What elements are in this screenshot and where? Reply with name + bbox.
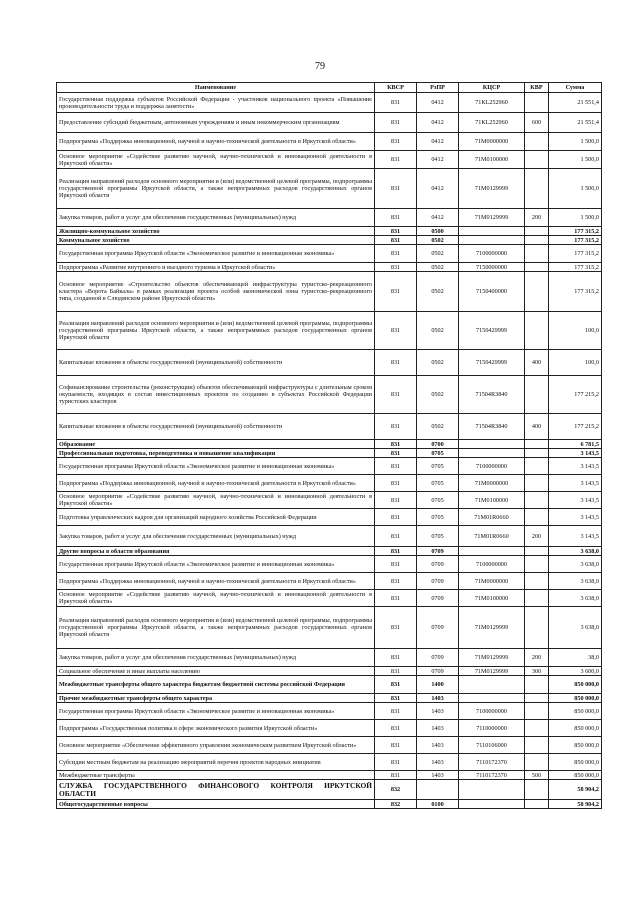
cell-rzpr: 0709: [417, 667, 459, 676]
cell-sum: 850 000,0: [549, 754, 602, 771]
cell-kcsr: 71КL252960: [459, 113, 525, 133]
cell-kvr: [525, 780, 549, 800]
cell-kvr: [525, 607, 549, 649]
table-row: [57, 607, 602, 649]
cell-rzpr: 0705: [417, 509, 459, 526]
cell-kvsr: 831: [375, 272, 417, 312]
cell-kcsr: 7110172370: [459, 771, 525, 780]
cell-kvr: 400: [525, 414, 549, 440]
table-row: [57, 737, 602, 754]
cell-kcsr: 7150400000: [459, 272, 525, 312]
cell-name: Реализация направлений расходов основного мероприятия и (или) ведомственной целевой программы, подпрограммы государственной программы Иркутской области, а также непрограммных расходов государственных органов Иркутской области: [57, 312, 375, 350]
cell-name: Другие вопросы в области образования: [57, 547, 375, 556]
cell-sum: 177 315,2: [549, 236, 602, 245]
cell-kcsr: 71М01R0660: [459, 509, 525, 526]
cell-kvsr: 831: [375, 227, 417, 236]
cell-kvsr: 831: [375, 209, 417, 227]
cell-kcsr: 7110000000: [459, 720, 525, 737]
cell-rzpr: 1403: [417, 754, 459, 771]
cell-sum: 3 600,0: [549, 667, 602, 676]
table-row: [57, 509, 602, 526]
table-row: [57, 771, 602, 780]
cell-name: Подпрограмма «Поддержка инновационной, научной и научно-технической деятельности в Иркутской области»: [57, 133, 375, 151]
cell-rzpr: 0705: [417, 526, 459, 547]
header-kcsr: КЦСР: [459, 83, 525, 93]
cell-rzpr: 0502: [417, 312, 459, 350]
cell-rzpr: 0412: [417, 133, 459, 151]
cell-kvsr: 831: [375, 649, 417, 667]
table-row: [57, 780, 602, 800]
cell-kvsr: 831: [375, 169, 417, 209]
cell-kcsr: 7100000000: [459, 458, 525, 475]
cell-kvsr: 831: [375, 376, 417, 414]
cell-kvr: [525, 245, 549, 263]
cell-rzpr: 1403: [417, 720, 459, 737]
table-row: [57, 492, 602, 509]
cell-kcsr: 71504R3840: [459, 376, 525, 414]
table-row: [57, 458, 602, 475]
cell-kcsr: 71М0000000: [459, 133, 525, 151]
cell-rzpr: 0700: [417, 440, 459, 449]
cell-rzpr: 0100: [417, 800, 459, 809]
table-row: [57, 676, 602, 694]
cell-sum: 21 551,4: [549, 113, 602, 133]
cell-kvr: 200: [525, 526, 549, 547]
cell-kvsr: 831: [375, 607, 417, 649]
cell-kvr: [525, 703, 549, 720]
table-row: [57, 227, 602, 236]
table-row: [57, 556, 602, 573]
cell-kcsr: 7150000000: [459, 263, 525, 272]
cell-sum: 100,0: [549, 350, 602, 376]
cell-rzpr: 0412: [417, 151, 459, 169]
cell-kvsr: 831: [375, 151, 417, 169]
cell-kvsr: 831: [375, 458, 417, 475]
cell-sum: 177 315,2: [549, 263, 602, 272]
cell-kvsr: 832: [375, 780, 417, 800]
cell-rzpr: 0709: [417, 573, 459, 590]
cell-name: Предоставление субсидий бюджетным, автономным учреждениям и иным некоммерческим организациям: [57, 113, 375, 133]
table-row: [57, 720, 602, 737]
cell-sum: 850 000,0: [549, 703, 602, 720]
cell-rzpr: 0709: [417, 649, 459, 667]
header-kvr: КВР: [525, 83, 549, 93]
cell-sum: 3 143,5: [549, 458, 602, 475]
cell-name: Подпрограмма «Государственная политика в сфере экономического развития Иркутской области»: [57, 720, 375, 737]
table-row: [57, 414, 602, 440]
cell-sum: 58 904,2: [549, 800, 602, 809]
cell-sum: 177 315,2: [549, 245, 602, 263]
cell-name: Закупка товаров, работ и услуг для обеспечения государственных (муниципальных) нужд: [57, 209, 375, 227]
cell-kcsr: 71М0129999: [459, 607, 525, 649]
cell-kvr: [525, 458, 549, 475]
table-row: [57, 526, 602, 547]
cell-sum: 1 500,0: [549, 169, 602, 209]
table-row: [57, 312, 602, 350]
cell-sum: 177 315,2: [549, 227, 602, 236]
table-row: [57, 151, 602, 169]
cell-sum: 3 638,0: [549, 607, 602, 649]
cell-kvr: [525, 754, 549, 771]
table-row: [57, 350, 602, 376]
cell-kcsr: [459, 780, 525, 800]
cell-rzpr: 0709: [417, 590, 459, 607]
cell-kvr: [525, 492, 549, 509]
cell-sum: 850 000,0: [549, 694, 602, 703]
table-row: [57, 703, 602, 720]
cell-sum: 177 215,2: [549, 414, 602, 440]
table-row: [57, 667, 602, 676]
cell-kvr: [525, 509, 549, 526]
table-row: [57, 440, 602, 449]
cell-sum: 1 500,0: [549, 209, 602, 227]
cell-kcsr: 71М0129999: [459, 667, 525, 676]
cell-name: Коммунальное хозяйство: [57, 236, 375, 245]
cell-sum: 21 551,4: [549, 93, 602, 113]
cell-kcsr: [459, 227, 525, 236]
cell-kvsr: 831: [375, 113, 417, 133]
cell-rzpr: 0705: [417, 475, 459, 492]
cell-rzpr: 0412: [417, 169, 459, 209]
cell-sum: 1 500,0: [549, 151, 602, 169]
cell-sum: 850 000,0: [549, 771, 602, 780]
cell-name: Общегосударственные вопросы: [57, 800, 375, 809]
cell-rzpr: 1403: [417, 737, 459, 754]
table-row: [57, 209, 602, 227]
table-row: [57, 236, 602, 245]
cell-sum: 1 500,0: [549, 133, 602, 151]
cell-rzpr: 0502: [417, 272, 459, 312]
cell-name: СЛУЖБА ГОСУДАРСТВЕННОГО ФИНАНСОВОГО КОНТРОЛЯ ИРКУТСКОЙ ОБЛАСТИ: [57, 780, 375, 800]
cell-kvr: 200: [525, 209, 549, 227]
cell-kvr: [525, 440, 549, 449]
cell-kcsr: 71М0129999: [459, 209, 525, 227]
cell-kcsr: 7100000000: [459, 703, 525, 720]
cell-rzpr: 0502: [417, 414, 459, 440]
cell-kcsr: 7150429999: [459, 312, 525, 350]
cell-kcsr: 71М0129999: [459, 169, 525, 209]
table-row: [57, 376, 602, 414]
cell-kvsr: 831: [375, 573, 417, 590]
table-row: [57, 133, 602, 151]
cell-kvr: [525, 169, 549, 209]
cell-kvsr: 831: [375, 667, 417, 676]
cell-rzpr: 1400: [417, 676, 459, 694]
cell-kvsr: 832: [375, 800, 417, 809]
cell-name: Межбюджетные трансферты общего характера бюджетам бюджетной системы российской Федерации: [57, 676, 375, 694]
cell-kcsr: [459, 236, 525, 245]
cell-name: Реализация направлений расходов основного мероприятия и (или) ведомственной целевой программы, подпрограммы государственной программы Иркутской области, а также непрограммных расходов государственных органов Иркутской области: [57, 607, 375, 649]
cell-kvr: [525, 376, 549, 414]
cell-name: Основное мероприятие «Содействие развитию научной, научно-технической и инновационной деятельности в Иркутской области»: [57, 590, 375, 607]
cell-sum: 177 315,2: [549, 272, 602, 312]
cell-kcsr: [459, 800, 525, 809]
cell-kvsr: 831: [375, 312, 417, 350]
cell-kvr: [525, 694, 549, 703]
cell-rzpr: 0705: [417, 449, 459, 458]
table-row: [57, 547, 602, 556]
cell-kvr: [525, 737, 549, 754]
cell-kvsr: 831: [375, 475, 417, 492]
cell-kvsr: 831: [375, 754, 417, 771]
header-name: Наименование: [57, 83, 375, 93]
cell-name: Капитальные вложения в объекты государственной (муниципальной) собственности: [57, 414, 375, 440]
table-row: [57, 113, 602, 133]
cell-kcsr: [459, 694, 525, 703]
cell-name: Подпрограмма «Развитие внутреннего и въездного туризма в Иркутской области»: [57, 263, 375, 272]
cell-name: Реализация направлений расходов основного мероприятия и (или) ведомственной целевой программы, подпрограммы государственной программы Иркутской области, а также непрограммных расходов государственных органов Иркутской области: [57, 169, 375, 209]
cell-rzpr: 0500: [417, 227, 459, 236]
cell-kcsr: 71504R3840: [459, 414, 525, 440]
budget-table: [56, 82, 602, 809]
cell-kvsr: 831: [375, 694, 417, 703]
cell-kcsr: [459, 440, 525, 449]
cell-kvsr: 831: [375, 676, 417, 694]
cell-kvsr: 831: [375, 449, 417, 458]
cell-name: Подпрограмма «Поддержка инновационной, научной и научно-технической деятельности в Иркутской области»: [57, 475, 375, 492]
cell-name: Государственная программа Иркутской области «Экономическое развитие и инновационная экономика»: [57, 703, 375, 720]
cell-kvsr: 831: [375, 509, 417, 526]
cell-kcsr: 71М0100000: [459, 590, 525, 607]
cell-kvr: [525, 676, 549, 694]
cell-rzpr: 0412: [417, 113, 459, 133]
cell-kcsr: [459, 676, 525, 694]
cell-kvr: 200: [525, 649, 549, 667]
table-row: [57, 573, 602, 590]
cell-kvsr: 831: [375, 737, 417, 754]
cell-kvr: [525, 133, 549, 151]
cell-kcsr: 7110172370: [459, 754, 525, 771]
cell-kvsr: 831: [375, 720, 417, 737]
cell-name: Подготовка управленческих кадров для организаций народного хозяйства Российской Федерации: [57, 509, 375, 526]
cell-kcsr: 7110106000: [459, 737, 525, 754]
cell-name: Основное мероприятие «Содействие развитию научной, научно-технической и инновационной деятельности в Иркутской области»: [57, 492, 375, 509]
cell-name: Жилищно-коммунальное хозяйство: [57, 227, 375, 236]
cell-kvsr: 831: [375, 263, 417, 272]
cell-kvsr: 831: [375, 590, 417, 607]
cell-kvr: [525, 800, 549, 809]
cell-kvr: 600: [525, 113, 549, 133]
table-row: [57, 475, 602, 492]
cell-name: Капитальные вложения в объекты государственной (муниципальной) собственности: [57, 350, 375, 376]
table-row: [57, 449, 602, 458]
cell-kcsr: 7100000000: [459, 245, 525, 263]
cell-kcsr: 71М01R0660: [459, 526, 525, 547]
cell-kcsr: [459, 547, 525, 556]
table-header-row: [57, 83, 602, 93]
header-rzpr: РзПР: [417, 83, 459, 93]
cell-sum: 3 638,0: [549, 547, 602, 556]
cell-kvsr: 831: [375, 440, 417, 449]
cell-rzpr: 0709: [417, 547, 459, 556]
cell-name: Закупка товаров, работ и услуг для обеспечения государственных (муниципальных) нужд: [57, 649, 375, 667]
cell-sum: 850 000,0: [549, 676, 602, 694]
cell-kvsr: 831: [375, 93, 417, 113]
cell-kvsr: 831: [375, 350, 417, 376]
cell-kvr: [525, 590, 549, 607]
cell-kcsr: 71М0000000: [459, 475, 525, 492]
table-row: [57, 169, 602, 209]
table-row: [57, 590, 602, 607]
cell-kvsr: 831: [375, 526, 417, 547]
cell-name: Основное мероприятие «Содействие развитию научной, научно-технической и инновационной деятельности в Иркутской области»: [57, 151, 375, 169]
cell-kcsr: 71М0100000: [459, 492, 525, 509]
cell-sum: 3 638,0: [549, 590, 602, 607]
cell-kvr: [525, 151, 549, 169]
cell-sum: 58 904,2: [549, 780, 602, 800]
cell-sum: 6 781,5: [549, 440, 602, 449]
cell-kvr: 300: [525, 667, 549, 676]
cell-rzpr: 1403: [417, 694, 459, 703]
cell-kvr: [525, 573, 549, 590]
cell-kvsr: 831: [375, 771, 417, 780]
cell-kcsr: 71М0000000: [459, 573, 525, 590]
cell-kvr: [525, 236, 549, 245]
cell-kcsr: 7150429999: [459, 350, 525, 376]
cell-kvsr: 831: [375, 245, 417, 263]
cell-rzpr: 0502: [417, 376, 459, 414]
cell-rzpr: 0502: [417, 236, 459, 245]
cell-rzpr: 0705: [417, 458, 459, 475]
cell-rzpr: 0412: [417, 209, 459, 227]
cell-name: Прочие межбюджетные трансферты общего характера: [57, 694, 375, 703]
cell-rzpr: 0709: [417, 556, 459, 573]
cell-rzpr: 0709: [417, 607, 459, 649]
cell-kvsr: 831: [375, 414, 417, 440]
table-row: [57, 245, 602, 263]
page-number: 79: [315, 61, 325, 72]
cell-kcsr: [459, 449, 525, 458]
cell-rzpr: [417, 780, 459, 800]
cell-name: Субсидии местным бюджетам на реализацию мероприятий перечня проектов народных инициатив: [57, 754, 375, 771]
header-kvsr: КВСР: [375, 83, 417, 93]
table-row: [57, 93, 602, 113]
table-body: [57, 93, 602, 809]
cell-name: Софинансирование строительства (реконструкции) объектов обеспечивающей инфраструктуры с длительным сроком окупаемости, входящих в состав инвестиционных проектов по созданию в субъектах Российской Федерации туристских кластеров: [57, 376, 375, 414]
cell-name: Профессиональная подготовка, переподготовка и повышение квалификации: [57, 449, 375, 458]
cell-name: Социальное обеспечение и иные выплаты населению: [57, 667, 375, 676]
header-sum: Сумма: [549, 83, 602, 93]
table-row: [57, 649, 602, 667]
cell-sum: 3 638,0: [549, 573, 602, 590]
cell-name: Подпрограмма «Поддержка инновационной, научной и научно-технической деятельности в Иркутской области»: [57, 573, 375, 590]
cell-kcsr: 71М0129999: [459, 649, 525, 667]
cell-sum: 38,0: [549, 649, 602, 667]
cell-kvr: [525, 93, 549, 113]
table-row: [57, 800, 602, 809]
cell-name: Основное мероприятие «Строительство объектов обеспечивающей инфраструктуры туристско-рекреационного кластера «Ворота Байкала» в рамках реализации проекта особой экономической зоны туристско-рекреационного типа, созданной в Слюдянском районе Иркутской области»: [57, 272, 375, 312]
cell-kvsr: 831: [375, 547, 417, 556]
cell-sum: 3 143,5: [549, 449, 602, 458]
table-row: [57, 263, 602, 272]
cell-sum: 3 143,5: [549, 509, 602, 526]
cell-kvsr: 831: [375, 703, 417, 720]
cell-sum: 3 143,5: [549, 526, 602, 547]
cell-kvr: [525, 263, 549, 272]
table-row: [57, 272, 602, 312]
cell-kvr: [525, 556, 549, 573]
cell-sum: 100,0: [549, 312, 602, 350]
cell-sum: 850 000,0: [549, 720, 602, 737]
cell-kvsr: 831: [375, 556, 417, 573]
cell-kvr: [525, 312, 549, 350]
cell-name: Основное мероприятие «Обеспечение эффективного управления экономическим развитием Иркутской области»: [57, 737, 375, 754]
cell-name: Закупка товаров, работ и услуг для обеспечения государственных (муниципальных) нужд: [57, 526, 375, 547]
cell-kcsr: 71КL252960: [459, 93, 525, 113]
cell-sum: 3 143,5: [549, 475, 602, 492]
cell-kcsr: 7100000000: [459, 556, 525, 573]
cell-kvr: [525, 475, 549, 492]
cell-kvr: 400: [525, 350, 549, 376]
cell-name: Государственная программа Иркутской области «Экономическое развитие и инновационная экономика»: [57, 245, 375, 263]
cell-rzpr: 0502: [417, 263, 459, 272]
cell-sum: 177 215,2: [549, 376, 602, 414]
cell-kvr: [525, 227, 549, 236]
cell-name: Межбюджетные трансферты: [57, 771, 375, 780]
cell-rzpr: 0412: [417, 93, 459, 113]
cell-name: Образование: [57, 440, 375, 449]
table-row: [57, 694, 602, 703]
cell-sum: 3 143,5: [549, 492, 602, 509]
cell-kvr: [525, 272, 549, 312]
table-row: [57, 754, 602, 771]
cell-kvsr: 831: [375, 492, 417, 509]
cell-kvr: [525, 547, 549, 556]
cell-kvr: [525, 720, 549, 737]
cell-rzpr: 1403: [417, 771, 459, 780]
cell-rzpr: 1403: [417, 703, 459, 720]
cell-rzpr: 0502: [417, 350, 459, 376]
cell-name: Государственная программа Иркутской области «Экономическое развитие и инновационная экономика»: [57, 458, 375, 475]
cell-name: Государственная программа Иркутской области «Экономическое развитие и инновационная экономика»: [57, 556, 375, 573]
cell-kcsr: 71М0100000: [459, 151, 525, 169]
cell-rzpr: 0502: [417, 245, 459, 263]
cell-kvr: 500: [525, 771, 549, 780]
cell-kvr: [525, 449, 549, 458]
cell-kvsr: 831: [375, 133, 417, 151]
cell-sum: 3 638,0: [549, 556, 602, 573]
cell-name: Государственная поддержка субъектов Российской Федерации - участников национального проекта «Повышение производительности труда и поддержка занятости»: [57, 93, 375, 113]
cell-kvsr: 831: [375, 236, 417, 245]
cell-rzpr: 0705: [417, 492, 459, 509]
cell-sum: 850 000,0: [549, 737, 602, 754]
